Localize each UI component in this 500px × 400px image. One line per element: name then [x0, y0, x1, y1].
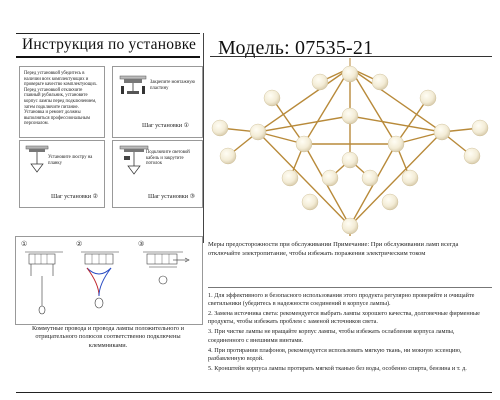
safety-list [208, 292, 492, 375]
step-2-note: Закрепите монтажную пластину [150, 80, 196, 91]
column-divider [203, 33, 204, 243]
wiring-diagram-1 [15, 236, 201, 323]
step-3-note: Установите люстру на планку [48, 155, 93, 166]
safety-intro: Меры предосторожности при обслуживании Примечание: При обслуживании ламп всегда отключайте электропитание, чтобы избежать поражения электрическим током [208, 241, 459, 257]
model-title: Модель: 07535-21 [218, 37, 374, 59]
step-1-text: Перед установкой убедитесь в наличии всех комплектующих и проверьте качество комплектующих. Перед установкой отключите главный рубильник, установите корпус лампы перед подключением, затем подключите питание. Установка и ремонт должны выполняться профессиональным персоналом. [24, 71, 98, 127]
safety-item-2: 2. Замена источника света: рекомендуется выбрать лампы хорошего качества, долговечные фирменные продукты, чтобы избежать проблем с заменой источников света. [208, 310, 480, 326]
step-4-caption: Шаг установки ③ [148, 193, 196, 200]
step-3-caption: Шаг установки ② [51, 193, 99, 200]
safety-rule [208, 287, 492, 288]
svg-text:③: ③ [138, 240, 145, 248]
svg-text:①: ① [21, 240, 28, 248]
step-2-caption: Шаг установки ① [142, 122, 190, 129]
chandelier-illustration [210, 58, 490, 238]
step-4-note: Подключите световой кабель и закрутите потолок [146, 150, 190, 167]
header-rule-top [16, 33, 200, 34]
safety-item-1: 1. Для эффективного и безопасного использования этого продукта регулярно проверяйте и очищайте светильники (убедитесь в надежности соединений в корпусе лампы). [208, 292, 475, 308]
page-title: Инструкция по установке [22, 36, 197, 53]
svg-text:②: ② [76, 240, 83, 248]
safety-item-4: 4. При протирании плафонов, рекомендуется использовать мягкую ткань, ни мокную эссенцию, разбавленную водой. [208, 346, 462, 362]
safety-item-3: 3. При чистке лампы не вращайте корпус лампы, чтобы избежать ослабления корпуса лампы, соединенного с внешними винтами. [208, 328, 455, 344]
footer-rule [16, 392, 492, 393]
header-rule-bottom [16, 56, 200, 58]
safety-item-5: 5. Кронштейн корпуса лампы протирать мягкой тканью без воды, особенно спирта, бензина и т. д. [208, 364, 467, 372]
wiring-note: Коммутные провода и провода лампы положительного и отрицательного полюсов соответственно подключены клеммниками. [32, 325, 184, 349]
